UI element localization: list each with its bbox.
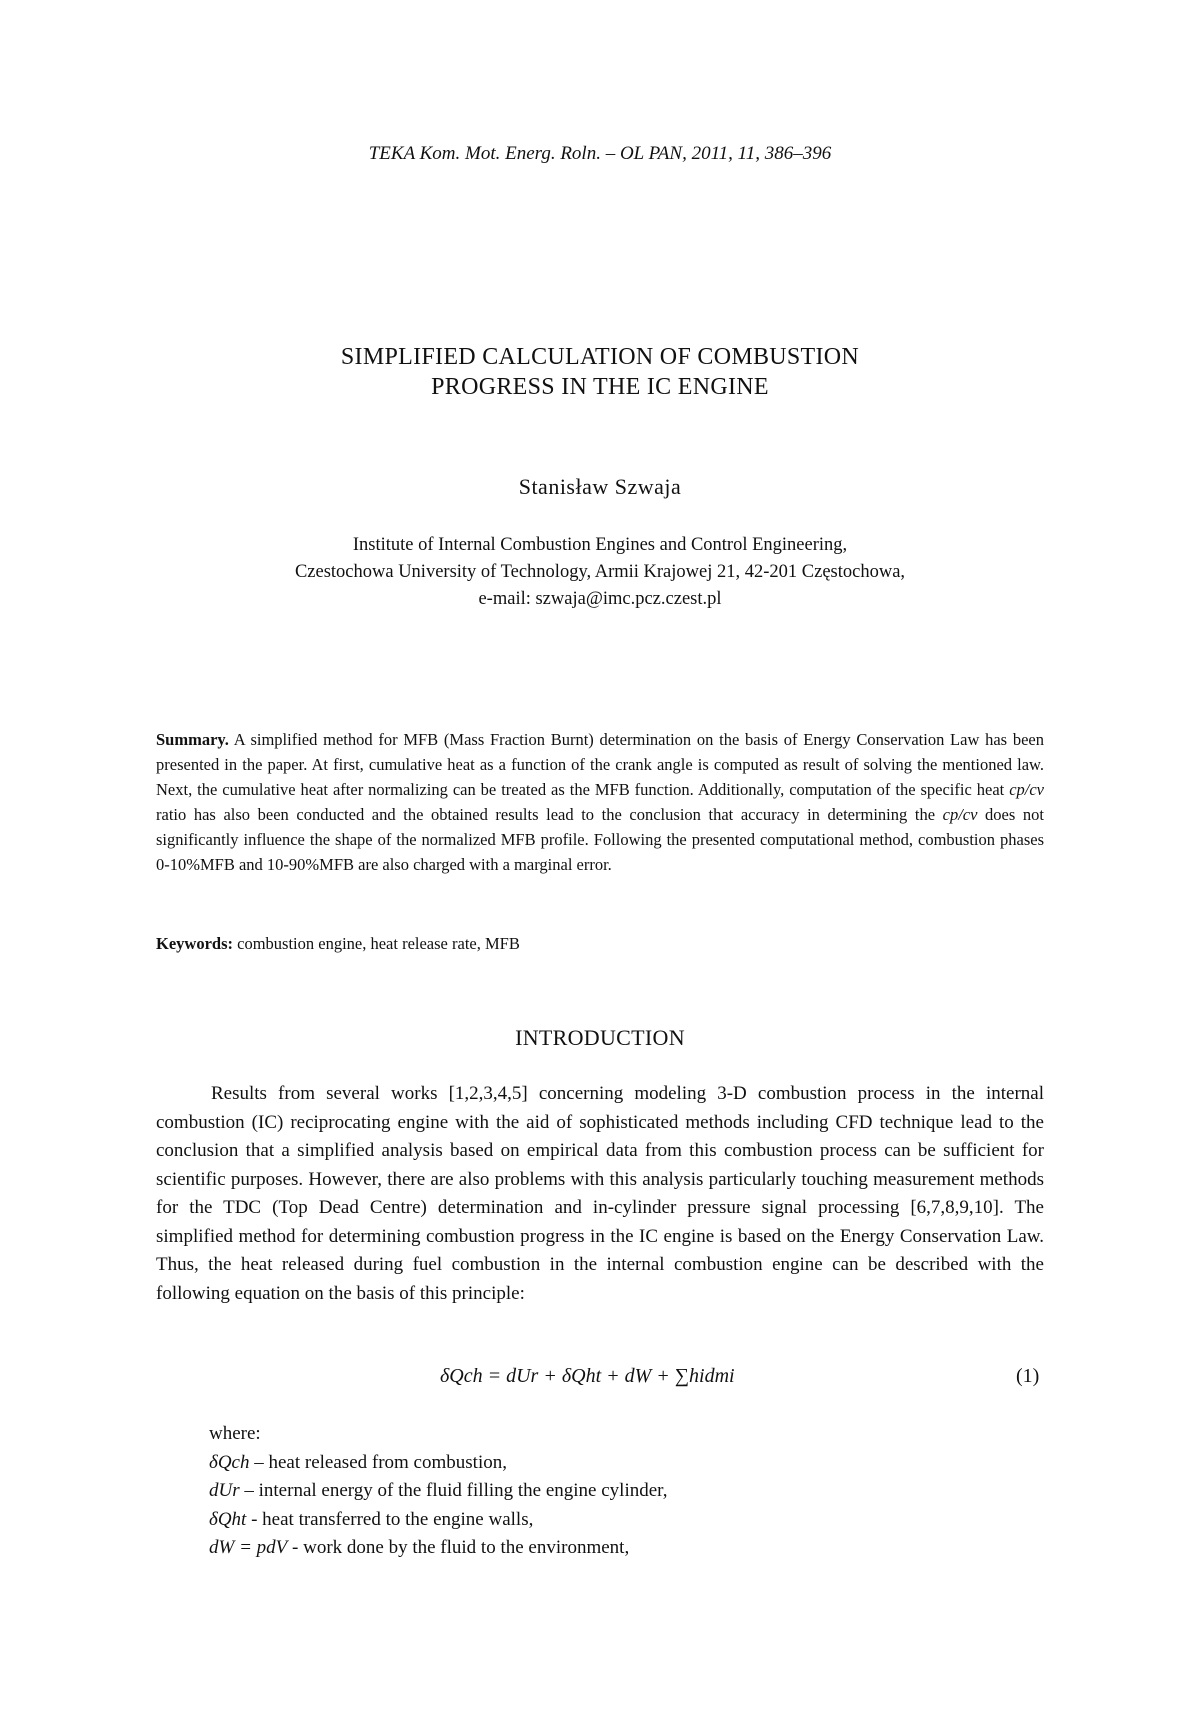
where-label: where: [209,1423,261,1444]
section-heading-introduction: INTRODUCTION [515,1025,685,1050]
affiliation-email: e-mail: szwaja@imc.pcz.czest.pl [478,589,722,609]
definition-text: - heat transferred to the engine walls, [246,1508,534,1530]
definition-text: - work done by the fluid to the environment, [287,1537,630,1558]
definition-text: – internal energy of the fluid filling the engine cylinder, [239,1480,668,1501]
journal-reference: TEKA Kom. Mot. Energ. Roln. – OL PAN, 2011, 11, 386–396 [368,143,832,164]
specific-heat-ratio-2: cp/cv [942,805,978,824]
title-line-2: PROGRESS IN THE IC ENGINE [431,374,769,400]
paper-title [0,342,1200,402]
summary-text-2: ratio has also been conducted and the obtained results lead to the conclusion that accuracy in determining the [156,805,943,824]
title-line-1: SIMPLIFIED CALCULATION OF COMBUSTION [340,344,860,370]
definition-symbol: δQch [209,1451,250,1473]
keywords [156,934,1044,954]
author-name: Stanisław Szwaja [518,474,682,499]
affiliation-line-2: Czestochowa University of Technology, Armii Krajowej 21, 42-201 Częstochowa, [294,562,906,582]
summary-text-1: A simplified method for MFB (Mass Fraction Burnt) determination on the basis of Energy Conservation Law has been presented in the paper. At first, cumulative heat as a function of the crank angle is computed as result of solving the mentioned law. Next, the cumulative heat after normalizing can be treated as the MFB function. Additionally, computation of the specific heat [156,730,1044,799]
definition-text: – heat released from combustion, [249,1451,507,1473]
definition-symbol: dUr [209,1480,240,1501]
summary-text-3: does not significantly influence the shape of the normalized MFB profile. Following the presented computational method, combustion phases 0-10%MFB and 10-90%MFB are also charged with a marginal error. [156,805,1044,874]
definition-item [209,1534,1044,1563]
definition-symbol: dW = pdV [209,1537,288,1558]
definition-symbol: δQht [209,1508,247,1530]
variable-definitions [209,1420,1044,1563]
summary-abstract [156,727,1044,877]
keywords-label: Keywords: [156,934,233,953]
definition-item [209,1477,1044,1506]
specific-heat-ratio: cp/cv [1009,780,1044,799]
equation-number: (1) [1016,1365,1040,1387]
summary-label: Summary. [156,730,229,749]
affiliation [0,532,1200,613]
introduction-body [156,1080,1044,1308]
definition-item [209,1506,1044,1535]
keywords-text: combustion engine, heat release rate, MFB [233,934,520,953]
definition-item [209,1449,1044,1478]
introduction-paragraph: Results from several works [1,2,3,4,5] concerning modeling 3-D combustion process in the internal combustion (IC) reciprocating engine with the aid of sophisticated methods including CFD technique lead to the conclusion that a simplified analysis based on empirical data from this combustion process can be sufficient for scientific purposes. However, there are also problems with this analysis particularly touching measurement methods for the TDC (Top Dead Centre) determination and in-cylinder pressure signal processing [6,7,8,9,10]. The simplified method for determining combustion progress in the IC engine is based on the Energy Conservation Law. Thus, the heat released during fuel combustion in the internal combustion engine can be described with the following equation on the basis of this principle: [156,1083,1044,1304]
equation-formula: δQch = dUr + δQht + dW + ∑hidmi [440,1365,735,1387]
affiliation-line-1: Institute of Internal Combustion Engines and Control Engineering, [352,535,848,555]
